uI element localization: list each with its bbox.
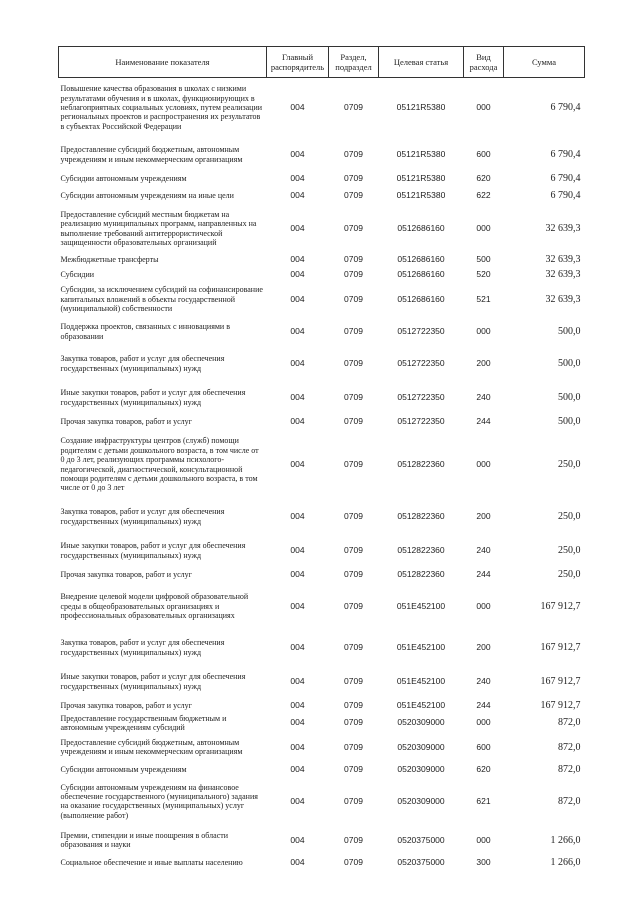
cell-name: Иные закупки товаров, работ и услуг для обеспечения государственных (муниципальных) нужд <box>60 541 246 560</box>
cell-article: 0512822360 <box>397 544 445 555</box>
cell-kind: 620 <box>476 173 491 184</box>
cell-kind: 200 <box>476 510 491 521</box>
cell-article: 051E452100 <box>396 600 446 611</box>
table-row <box>59 415 585 430</box>
cell-name: Предоставление субсидий бюджетным, автономным учреждениям и иным некоммерческим организациям <box>60 737 243 757</box>
cell-article: 0512822360 <box>397 458 445 469</box>
cell-article: 051E452100 <box>396 675 446 686</box>
cell-article: 05121R5380 <box>396 189 446 200</box>
cell-admin: 004 <box>290 764 305 775</box>
cell-name: Повышение качества образования в школах с низкими результатами обучения и в школах, функционирующих в неблагоприятных социальных условиях, путем реализации региональных проектов и распространения их результатов в субъектах Российской Федерации <box>60 84 263 131</box>
cell-name: Субсидии автономным учреждениям на иные цели <box>60 190 234 200</box>
cell-sum: 1 266,0 <box>550 857 581 869</box>
cell-kind: 000 <box>476 717 491 728</box>
cell-name: Иные закупки товаров, работ и услуг для обеспечения государственных (муниципальных) нужд <box>60 388 246 407</box>
cell-name: Субсидии <box>60 270 95 280</box>
cell-name: Предоставление субсидий бюджетным, автономным учреждениям и иным некоммерческим организациям <box>60 145 243 164</box>
cell-section: 0709 <box>344 148 363 159</box>
cell-name: Закупка товаров, работ и услуг для обеспечения государственных (муниципальных) нужд <box>60 638 225 657</box>
cell-sum: 32 639,3 <box>545 222 581 234</box>
header-kind: Вид расхода <box>464 47 504 78</box>
cell-article: 0512722350 <box>397 416 445 427</box>
table-row <box>59 430 585 500</box>
cell-kind: 240 <box>476 675 491 686</box>
cell-sum: 6 790,4 <box>550 148 581 160</box>
table-row <box>59 283 585 317</box>
cell-admin: 004 <box>290 254 305 265</box>
table-row <box>59 777 585 825</box>
cell-admin: 004 <box>290 675 305 686</box>
table-row <box>59 253 585 268</box>
cell-sum: 6 790,4 <box>550 173 581 185</box>
cell-section: 0709 <box>344 641 363 652</box>
cell-section: 0709 <box>344 675 363 686</box>
cell-kind: 000 <box>476 458 491 469</box>
table-body <box>59 78 585 871</box>
cell-name: Субсидии автономным учреждениям на финансовое обеспечение государственного (муниципального) задания на оказание государственных (муниципальных) услуг (выполнение работ) <box>60 782 258 820</box>
cell-article: 0520375000 <box>397 834 445 845</box>
cell-name: Закупка товаров, работ и услуг для обеспечения государственных (муниципальных) нужд <box>60 354 225 373</box>
cell-name: Межбюджетные трансферты <box>60 255 159 265</box>
cell-name: Прочая закупка товаров, работ и услуг <box>60 417 192 427</box>
cell-article: 0512822360 <box>397 510 445 521</box>
cell-article: 05121R5380 <box>396 148 446 159</box>
cell-kind: 000 <box>476 325 491 336</box>
cell-sum: 32 639,3 <box>545 269 581 281</box>
cell-admin: 004 <box>290 325 305 336</box>
cell-admin: 004 <box>290 102 305 113</box>
table-row <box>59 665 585 699</box>
cell-admin: 004 <box>290 416 305 427</box>
cell-sum: 1 266,0 <box>550 834 581 846</box>
cell-sum: 167 912,7 <box>540 641 581 653</box>
cell-section: 0709 <box>344 717 363 728</box>
table-row <box>59 583 585 631</box>
cell-sum: 32 639,3 <box>545 293 581 305</box>
table-row <box>59 631 585 665</box>
cell-name: Внедрение целевой модели цифровой образовательной среды в общеобразовательных организациях и профессиональных образовательных организациях <box>60 592 249 621</box>
cell-admin: 004 <box>290 544 305 555</box>
table-row <box>59 732 585 762</box>
cell-section: 0709 <box>344 102 363 113</box>
cell-admin: 004 <box>290 795 305 806</box>
cell-admin: 004 <box>290 391 305 402</box>
cell-section: 0709 <box>344 600 363 611</box>
cell-section: 0709 <box>344 189 363 200</box>
cell-kind: 621 <box>476 795 491 806</box>
header-name: Наименование показателя <box>59 47 267 78</box>
cell-section: 0709 <box>344 857 363 868</box>
cell-sum: 250,0 <box>558 510 581 522</box>
cell-section: 0709 <box>344 222 363 233</box>
table-row <box>59 205 585 253</box>
cell-admin: 004 <box>290 458 305 469</box>
cell-sum: 6 790,4 <box>550 189 581 201</box>
cell-kind: 244 <box>476 700 491 711</box>
cell-name: Закупка товаров, работ и услуг для обеспечения государственных (муниципальных) нужд <box>60 507 225 526</box>
cell-kind: 244 <box>476 416 491 427</box>
cell-section: 0709 <box>344 569 363 580</box>
cell-article: 0520309000 <box>397 795 445 806</box>
table-row <box>59 699 585 714</box>
cell-sum: 167 912,7 <box>540 700 581 712</box>
table-row <box>59 762 585 777</box>
cell-admin: 004 <box>290 700 305 711</box>
cell-kind: 600 <box>476 148 491 159</box>
cell-kind: 622 <box>476 189 491 200</box>
table-row <box>59 347 585 381</box>
table-row <box>59 317 585 347</box>
cell-article: 051E452100 <box>396 700 446 711</box>
cell-article: 0512722350 <box>397 391 445 402</box>
cell-sum: 500,0 <box>558 325 581 337</box>
cell-admin: 004 <box>290 189 305 200</box>
cell-section: 0709 <box>344 544 363 555</box>
cell-section: 0709 <box>344 458 363 469</box>
header-sum: Сумма <box>504 47 585 78</box>
table-row <box>59 172 585 187</box>
cell-admin: 004 <box>290 717 305 728</box>
cell-article: 0520309000 <box>397 741 445 752</box>
cell-sum: 500,0 <box>558 416 581 428</box>
cell-sum: 6 790,4 <box>550 102 581 114</box>
cell-sum: 872,0 <box>558 795 581 807</box>
cell-name: Предоставление субсидий местным бюджетам на реализацию муниципальных программ, направленных на выполнение требований антитеррористической защищенности образовательных организаций <box>60 209 257 247</box>
cell-kind: 600 <box>476 741 491 752</box>
cell-kind: 200 <box>476 357 491 368</box>
cell-name: Прочая закупка товаров, работ и услуг <box>60 701 192 711</box>
cell-kind: 244 <box>476 569 491 580</box>
cell-kind: 500 <box>476 254 491 265</box>
cell-name: Предоставление государственным бюджетным и автономным учреждениям субсидий <box>60 713 227 732</box>
budget-table <box>58 46 585 870</box>
cell-kind: 000 <box>476 600 491 611</box>
cell-section: 0709 <box>344 293 363 304</box>
cell-sum: 167 912,7 <box>540 675 581 687</box>
cell-sum: 872,0 <box>558 741 581 753</box>
cell-section: 0709 <box>344 700 363 711</box>
cell-section: 0709 <box>344 254 363 265</box>
table-row <box>59 825 585 855</box>
cell-name: Премии, стипендии и иные поощрения в области образования и науки <box>60 830 229 850</box>
header-article: Целевая статья <box>379 47 464 78</box>
cell-article: 0520309000 <box>397 717 445 728</box>
cell-admin: 004 <box>290 569 305 580</box>
table-row <box>59 534 585 568</box>
cell-article: 0520309000 <box>397 764 445 775</box>
cell-article: 0512686160 <box>397 269 445 280</box>
cell-article: 0512722350 <box>397 357 445 368</box>
cell-article: 05121R5380 <box>396 173 446 184</box>
cell-article: 0520375000 <box>397 857 445 868</box>
cell-kind: 000 <box>476 222 491 233</box>
cell-section: 0709 <box>344 325 363 336</box>
cell-name: Субсидии автономным учреждениям <box>60 174 187 184</box>
table-row <box>59 187 585 205</box>
cell-section: 0709 <box>344 391 363 402</box>
table-header <box>59 47 585 78</box>
cell-kind: 521 <box>476 293 491 304</box>
cell-section: 0709 <box>344 834 363 845</box>
table-row <box>59 138 585 172</box>
cell-section: 0709 <box>344 510 363 521</box>
cell-admin: 004 <box>290 641 305 652</box>
cell-sum: 872,0 <box>558 764 581 776</box>
cell-sum: 500,0 <box>558 357 581 369</box>
cell-admin: 004 <box>290 357 305 368</box>
cell-section: 0709 <box>344 741 363 752</box>
cell-name: Субсидии, за исключением субсидий на софинансирование капитальных вложений в объекты государственной (муниципальной) собственности <box>60 285 263 314</box>
cell-kind: 620 <box>476 764 491 775</box>
cell-kind: 000 <box>476 102 491 113</box>
cell-article: 0512686160 <box>397 293 445 304</box>
cell-name: Поддержка проектов, связанных с инновациями в образовании <box>60 322 230 341</box>
cell-kind: 520 <box>476 269 491 280</box>
cell-kind: 000 <box>476 834 491 845</box>
cell-admin: 004 <box>290 148 305 159</box>
cell-kind: 200 <box>476 641 491 652</box>
cell-section: 0709 <box>344 795 363 806</box>
cell-article: 0512686160 <box>397 222 445 233</box>
cell-admin: 004 <box>290 600 305 611</box>
table-row <box>59 500 585 534</box>
cell-admin: 004 <box>290 510 305 521</box>
cell-article: 0512686160 <box>397 254 445 265</box>
table-row <box>59 268 585 283</box>
cell-name: Прочая закупка товаров, работ и услуг <box>60 570 192 580</box>
table-row <box>59 855 585 870</box>
cell-article: 051E452100 <box>396 641 446 652</box>
cell-sum: 872,0 <box>558 717 581 729</box>
cell-section: 0709 <box>344 269 363 280</box>
cell-sum: 250,0 <box>558 569 581 581</box>
cell-admin: 004 <box>290 222 305 233</box>
cell-section: 0709 <box>344 173 363 184</box>
table-row <box>59 78 585 138</box>
cell-article: 0512822360 <box>397 569 445 580</box>
cell-sum: 250,0 <box>558 458 581 470</box>
cell-admin: 004 <box>290 834 305 845</box>
cell-sum: 32 639,3 <box>545 254 581 266</box>
cell-article: 05121R5380 <box>396 102 446 113</box>
cell-section: 0709 <box>344 357 363 368</box>
cell-name: Субсидии автономным учреждениям <box>60 765 187 775</box>
cell-article: 0512722350 <box>397 325 445 336</box>
cell-section: 0709 <box>344 764 363 775</box>
cell-admin: 004 <box>290 269 305 280</box>
cell-admin: 004 <box>290 293 305 304</box>
cell-sum: 167 912,7 <box>540 600 581 612</box>
cell-admin: 004 <box>290 857 305 868</box>
cell-kind: 240 <box>476 391 491 402</box>
table-row <box>59 381 585 415</box>
cell-name: Иные закупки товаров, работ и услуг для обеспечения государственных (муниципальных) нужд <box>60 672 246 691</box>
cell-name: Социальное обеспечение и иные выплаты населению <box>60 858 243 868</box>
cell-kind: 240 <box>476 544 491 555</box>
cell-section: 0709 <box>344 416 363 427</box>
table-row <box>59 568 585 583</box>
cell-name: Создание инфраструктуры центров (служб) помощи родителям с детьми дошкольного возраста, в том числе от 0 до 3 лет, реализующих программы психолого-педагогической, диагностической, консультационной помощи родителям с детьми дошкольного возраста, в том числе от 0 до 3 лет <box>60 436 259 493</box>
header-section: Раздел, подраздел <box>329 47 379 78</box>
header-admin: Главный распорядитель <box>267 47 329 78</box>
cell-admin: 004 <box>290 741 305 752</box>
cell-admin: 004 <box>290 173 305 184</box>
cell-kind: 300 <box>476 857 491 868</box>
cell-sum: 250,0 <box>558 544 581 556</box>
table-row <box>59 714 585 733</box>
cell-sum: 500,0 <box>558 391 581 403</box>
